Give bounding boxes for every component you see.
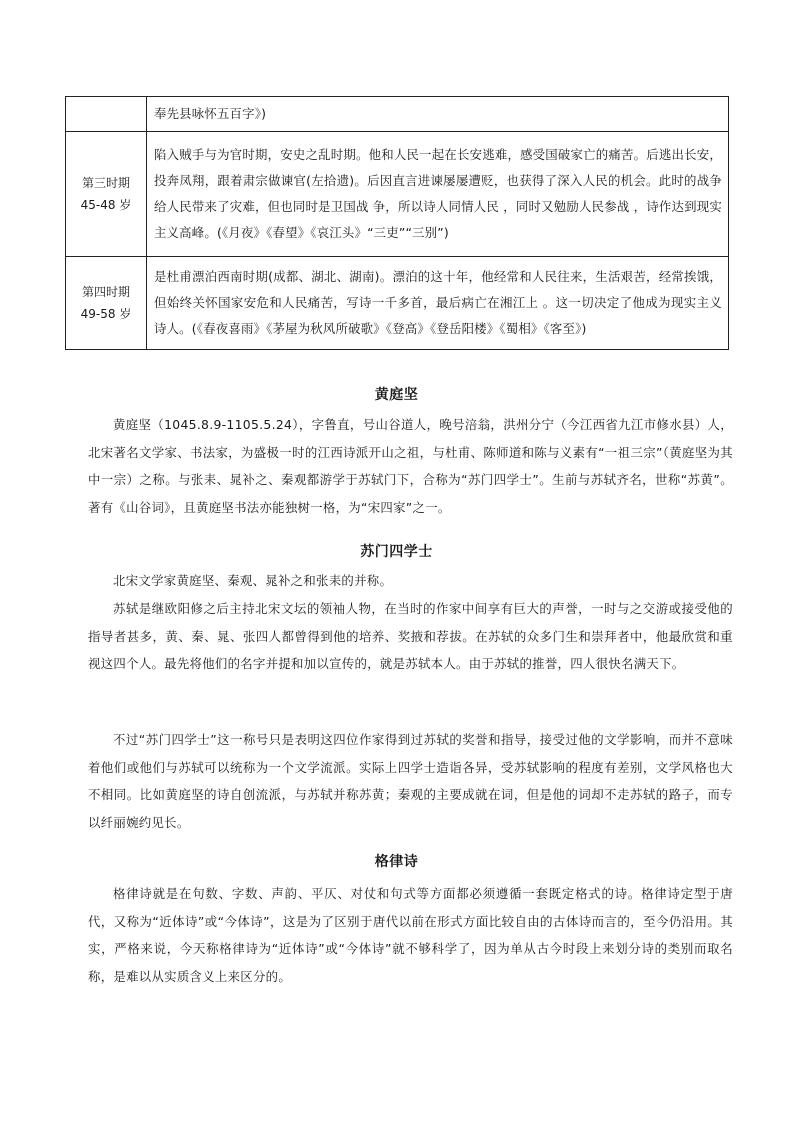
period-description: 奉先县咏怀五百字》) bbox=[147, 97, 729, 132]
paragraph-huang-tingjian: 黄庭坚（1045.8.9-1105.5.24），字鲁直，号山谷道人，晚号涪翁，洪州分宁（今江西省九江市修水县）人，北宋著名文学家、书法家，为盛极一时的江西诗派开山之祖，与杜甫、陈师道和陈与义素有“一祖三宗”（黄庭坚为其中一宗）之称。与张耒、晁补之、秦观都游学于苏轼门下，合称为“苏门四学士”。生前与苏轼齐名，世称“苏黄”。著有《山谷词》，且黄庭坚书法亦能独树一格，为“宋四家”之一。 bbox=[88, 417, 733, 515]
section-title-sumen-sixueshi: 苏门四学士 bbox=[360, 544, 433, 560]
table-row bbox=[66, 257, 729, 350]
period-age: 49-58 岁 bbox=[80, 307, 132, 321]
section-title-huang-tingjian: 黄庭坚 bbox=[374, 387, 419, 403]
section-title-gelvshi: 格律诗 bbox=[374, 854, 419, 870]
du-fu-periods-table bbox=[65, 96, 729, 350]
table-row bbox=[66, 132, 729, 257]
period-name: 第四时期 bbox=[81, 285, 130, 299]
paragraph-sumen-su-shi: 苏轼是继欧阳修之后主持北宋文坛的领袖人物，在当时的作家中间享有巨大的声誉，一时与之交游或接受他的指导者甚多，黄、秦、晁、张四人都曾得到他的培养、奖掖和荐拔。在苏轼的众多门生和崇拜者中，他最欣赏和重视这四个人。最先将他们的名字并提和加以宣传的，就是苏轼本人。由于苏轼的推誉，四人很快名满天下。 bbox=[88, 601, 733, 671]
period-description: 是杜甫漂泊西南时期(成都、湖北、湖南)。漂泊的这十年，他经常和人民往来，生活艰苦，经常挨饿，但始终关怀国家安危和人民痛苦，写诗一千多首，最后病亡在湘江上 。这一切决定了他成为现实主义诗人。(《春夜喜雨》《茅屋为秋风所破歌》《登高》《登岳阳楼》《蜀相》《客至》) bbox=[147, 257, 729, 350]
paragraph-sumen-intro: 北宋文学家黄庭坚、秦观、晁补之和张耒的并称。 bbox=[113, 573, 393, 588]
period-description: 陷入贼手与为官时期，安史之乱时期。他和人民一起在长安逃难，感受国破家亡的痛苦。后逃出长安，投奔凤翔，跟着肃宗做谏官(左拾遗)。后因直言进谏屡屡遭贬，也获得了深入人民的机会。此时的战争给人民带来了灾难，但也同时是卫国战 争，所以诗人同情人民 ，同时又勉励人民参战 ，诗作达到现实主义高峰。(《月夜》《春望》《哀江头》“三吏”“三别”) bbox=[147, 132, 729, 257]
paragraph-sumen-note: 不过“苏门四学士”这一称号只是表明这四位作家得到过苏轼的奖誉和指导，接受过他的文学影响，而并不意味着他们或他们与苏轼可以统称为一个文学流派。实际上四学士造诣各异，受苏轼影响的程度有差别，文学风格也大不相同。比如黄庭坚的诗自创流派，与苏轼并称苏黄；秦观的主要成就在词，但是他的词却不走苏轼的路子，而专以纤丽婉约见长。 bbox=[88, 732, 733, 830]
table-row bbox=[66, 97, 729, 132]
period-cell bbox=[66, 97, 147, 132]
period-age: 45-48 岁 bbox=[80, 198, 132, 212]
period-cell bbox=[66, 257, 147, 350]
paragraph-gelvshi: 格律诗就是在句数、字数、声韵、平仄、对仗和句式等方面都必须遵循一套既定格式的诗。格律诗定型于唐代，又称为“近体诗”或“今体诗”，这是为了区别于唐代以前在形式方面比较自由的古体诗而言的，至今仍沿用。其实，严格来说，今天称格律诗为“近体诗”或“今体诗”就不够科学了，因为单从古今时段上来划分诗的类别而取名称，是难以从实质含义上来区分的。 bbox=[88, 886, 733, 984]
period-name: 第三时期 bbox=[81, 176, 130, 190]
period-cell bbox=[66, 132, 147, 257]
